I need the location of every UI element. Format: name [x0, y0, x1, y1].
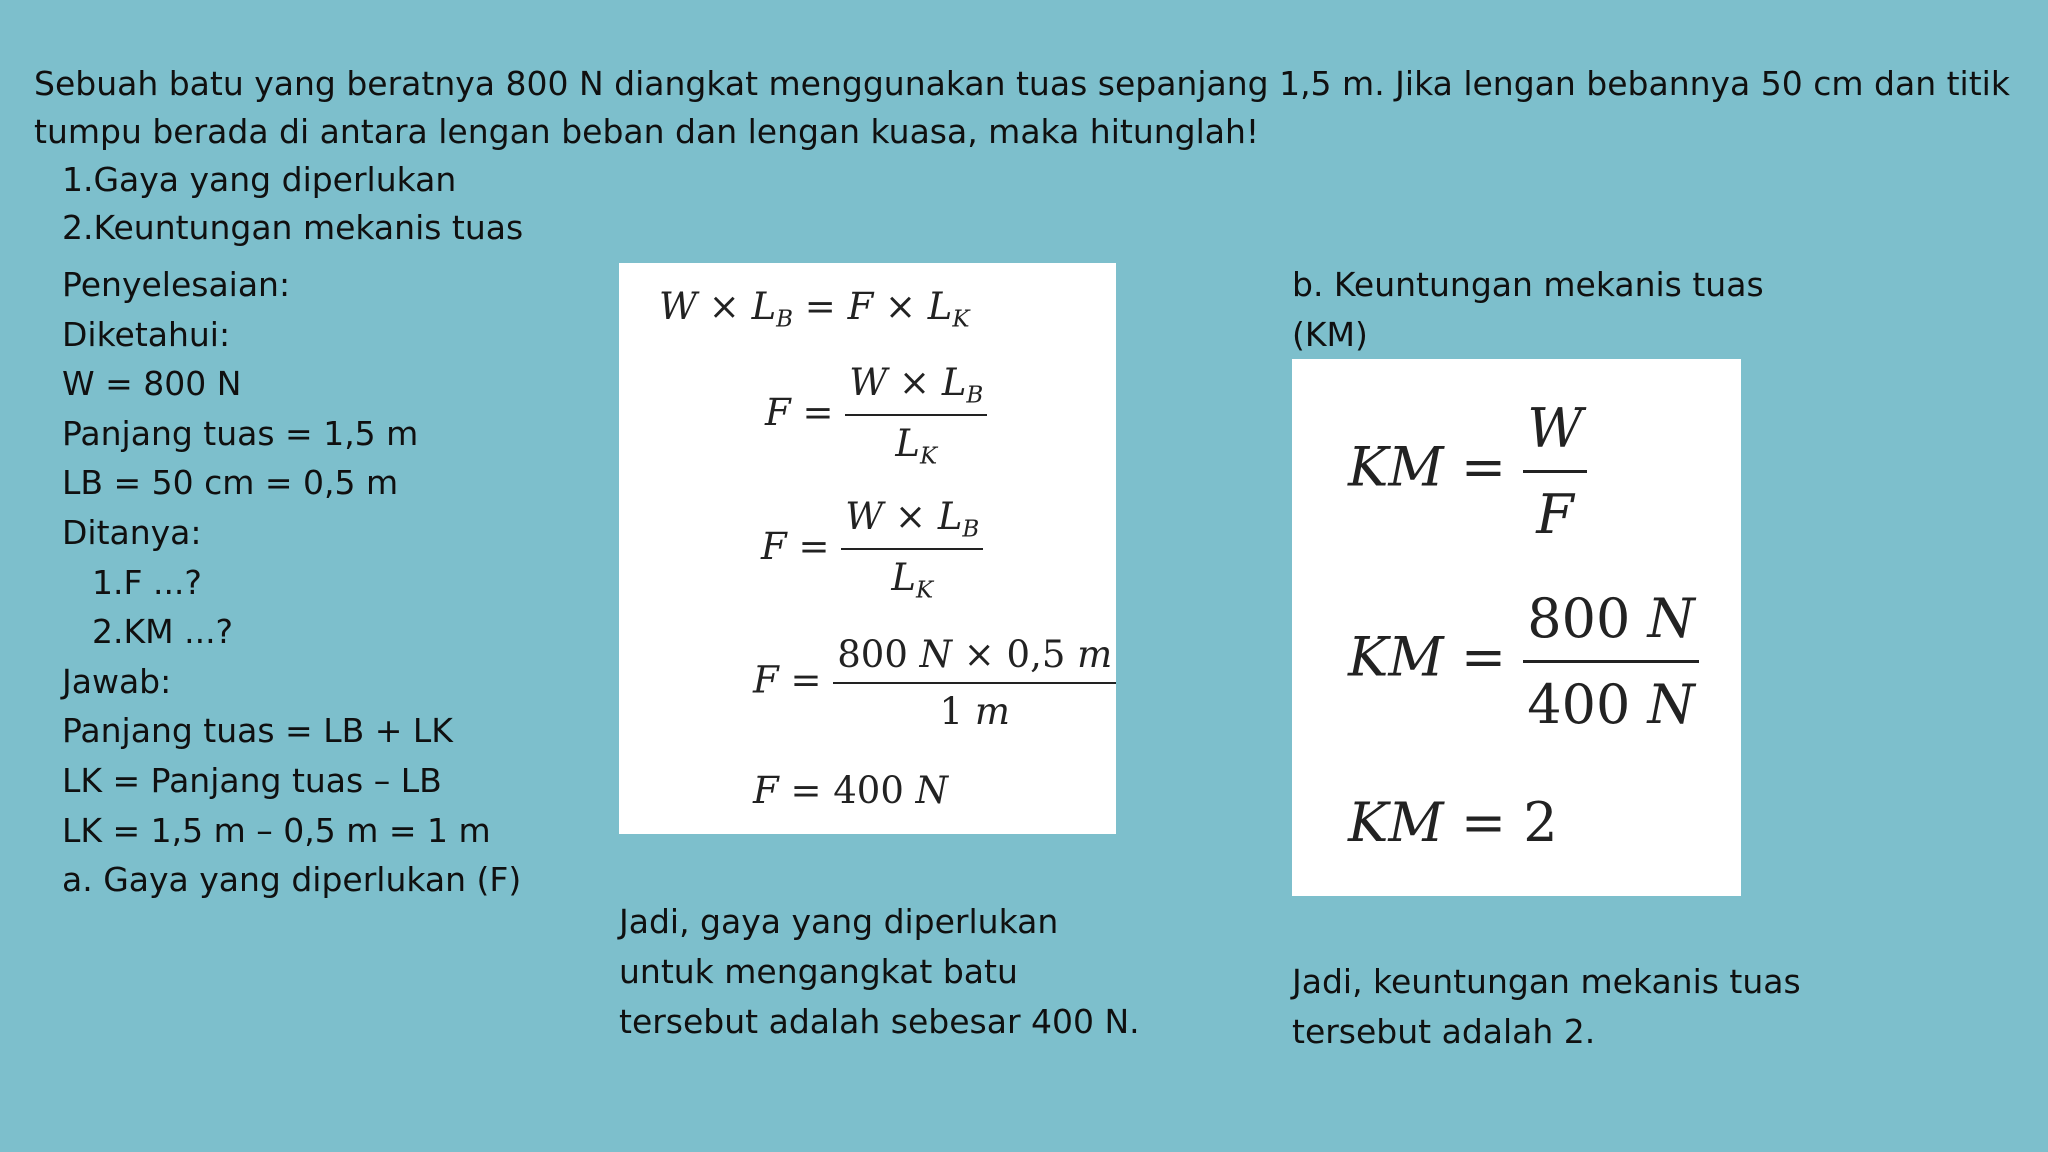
formula-force-1: F = $\frac{W \times L_B}{L_K}$ [765, 361, 987, 470]
formula-force-2: F = $\frac{W \times L_B}{L_K}$ [761, 495, 983, 604]
part-b-title-line-1: b. Keuntungan mekanis tuas [1292, 265, 1764, 304]
known-load-arm: LB = 50 cm = 0,5 m [62, 463, 399, 503]
problem-statement [34, 60, 2010, 252]
answer-line-3: LK = 1,5 m – 0,5 m = 1 m [62, 810, 491, 850]
conclusion-b-line-1: Jadi, keuntungan mekanis tuas [1292, 962, 1801, 1001]
problem-line-2: tumpu berada di antara lengan beban dan lengan kuasa, maka hitunglah! [34, 112, 1260, 151]
formula-km-substituted: KM = $\frac{800 N}{400 N}$ [1348, 587, 1699, 736]
conclusion-b [1292, 957, 1801, 1057]
formula-km-result: KM = 2 [1348, 791, 1558, 854]
problem-item-2: 2.Keuntungan mekanis tuas [62, 208, 524, 247]
conclusion-a [619, 897, 1140, 1047]
solution-heading: Penyelesaian: [62, 265, 291, 304]
known-label: Diketahui: [62, 314, 231, 354]
part-b-title-line-2: (KM) [1292, 315, 1368, 354]
formula-balance: $W \times L_B = F \times L_K$ [659, 285, 970, 333]
problem-item-1: 1.Gaya yang diperlukan [62, 160, 457, 199]
answer-line-2: LK = Panjang tuas – LB [62, 760, 442, 800]
formula-force-substituted: F = $\frac{800 N \times 0,5 m}{1 m}$ [753, 633, 1116, 733]
formula-force-result: F = 400 N [753, 769, 948, 812]
known-lever-length: Panjang tuas = 1,5 m [62, 413, 419, 453]
conclusion-a-line-2: untuk mengangkat batu [619, 952, 1018, 991]
known-weight: W = 800 N [62, 364, 242, 404]
km-formula-box [1292, 359, 1741, 896]
part-a-title: a. Gaya yang diperlukan (F) [62, 860, 522, 900]
problem-line-1: Sebuah batu yang beratnya 800 N diangkat menggunakan tuas sepanjang 1,5 m. Jika lengan bebannya 50 cm dan titik [34, 64, 2010, 103]
answer-line-1: Panjang tuas = LB + LK [62, 711, 453, 751]
asked-force: 1.F ...? [92, 562, 202, 602]
conclusion-a-line-1: Jadi, gaya yang diperlukan [619, 902, 1059, 941]
solution-column [62, 260, 521, 905]
asked-label: Ditanya: [62, 512, 202, 552]
formula-km-definition: KM = $\frac{W}{F}$ [1348, 397, 1587, 546]
answer-label: Jawab: [62, 661, 172, 701]
force-formula-box [619, 263, 1116, 834]
conclusion-b-line-2: tersebut adalah 2. [1292, 1012, 1596, 1051]
asked-km: 2.KM ...? [92, 612, 234, 652]
conclusion-a-line-3: tersebut adalah sebesar 400 N. [619, 1002, 1140, 1041]
part-b-title [1292, 260, 1764, 360]
